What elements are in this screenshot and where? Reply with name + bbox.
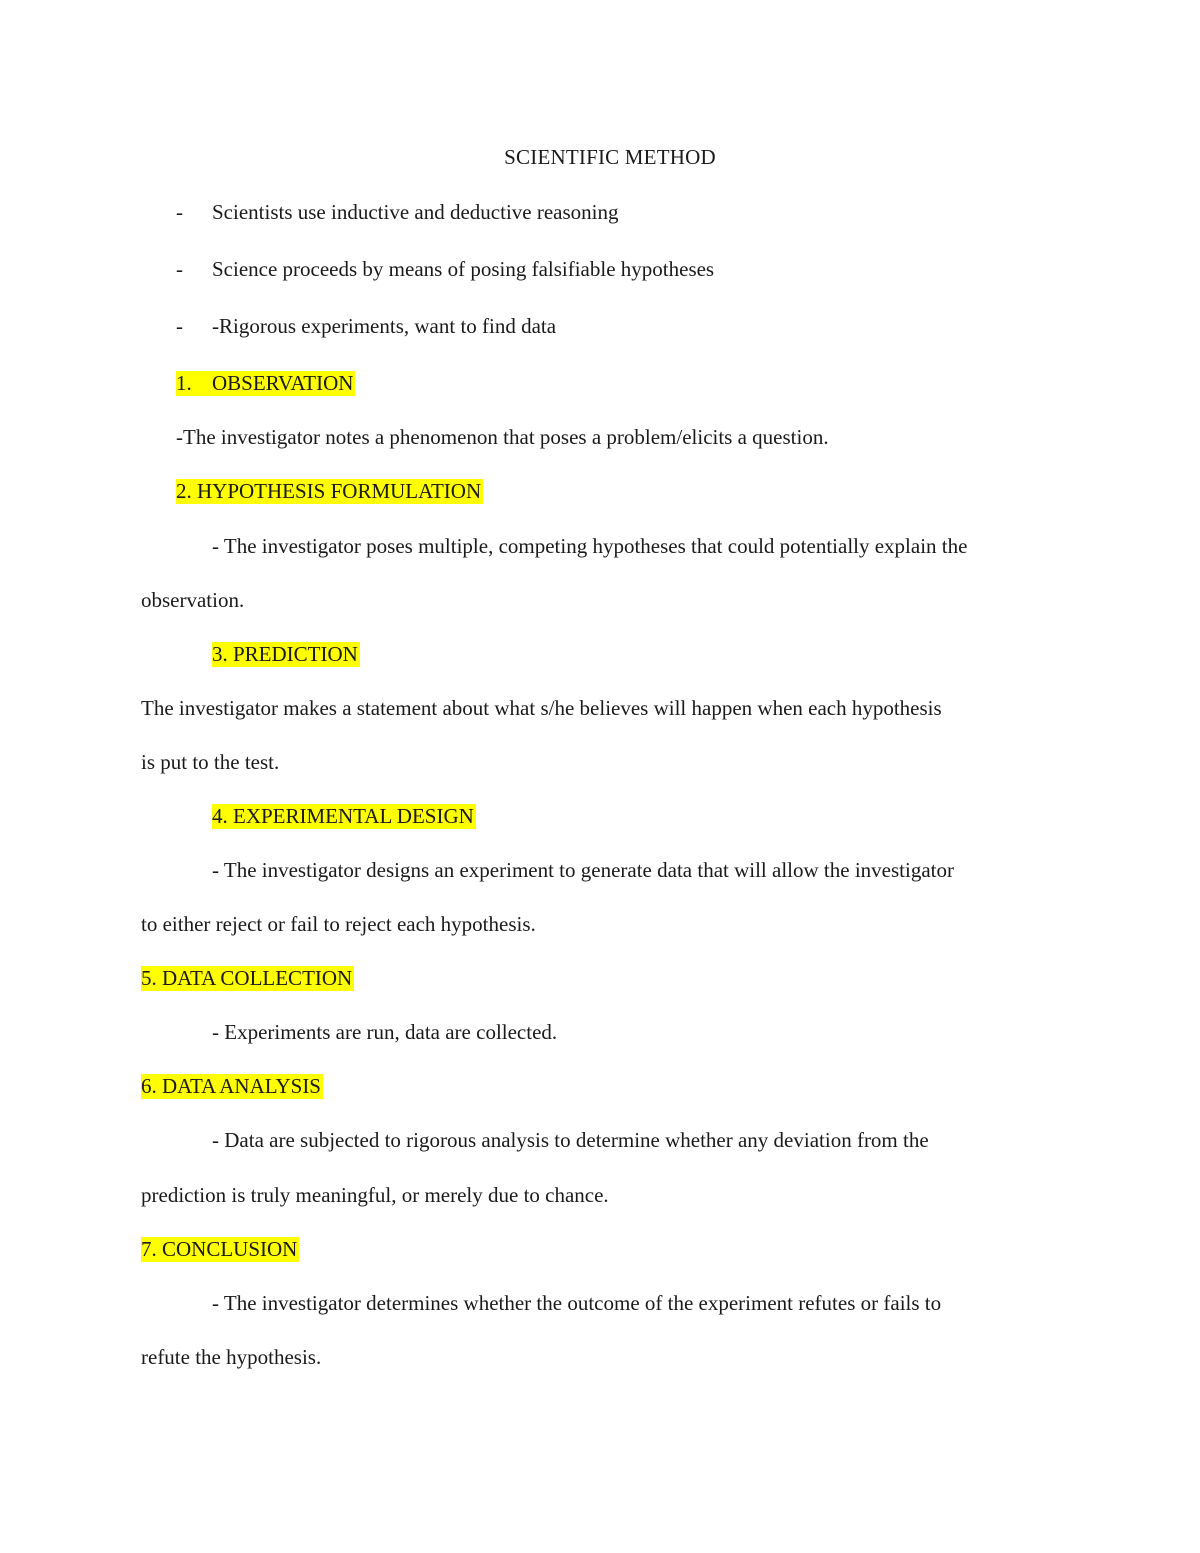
bullet-marker: - [176, 314, 183, 338]
step-description: observation. [141, 588, 245, 612]
step-heading-text: 2. HYPOTHESIS FORMULATION [176, 479, 482, 503]
step-heading-data-collection [141, 965, 354, 991]
step-description: - The investigator determines whether the outcome of the experiment refutes or fails to [212, 1291, 942, 1315]
step-heading-text: 4. EXPERIMENTAL DESIGN [212, 804, 474, 828]
step-heading-text: 3. PREDICTION [212, 642, 358, 666]
step-description: -The investigator notes a phenomenon that poses a problem/elicits a question. [176, 425, 829, 449]
step-heading-text: 5. DATA COLLECTION [141, 966, 353, 990]
step-heading-data-analysis [141, 1073, 323, 1099]
bullet-text: -Rigorous experiments, want to find data [212, 314, 557, 338]
step-description: - The investigator poses multiple, competing hypotheses that could potentially explain the [212, 534, 968, 558]
step-heading-text: OBSERVATION [212, 371, 354, 395]
step-heading-hypothesis [176, 478, 483, 504]
bullet-marker: - [176, 257, 183, 281]
step-heading-experimental-design [212, 803, 476, 829]
step-description: - Data are subjected to rigorous analysis to determine whether any deviation from the [212, 1128, 929, 1152]
step-description: to either reject or fail to reject each hypothesis. [141, 912, 536, 936]
step-description: refute the hypothesis. [141, 1345, 322, 1369]
step-heading-text: 7. CONCLUSION [141, 1237, 298, 1261]
step-description: is put to the test. [141, 750, 280, 774]
step-description: - Experiments are run, data are collected. [212, 1020, 558, 1044]
step-heading-conclusion [141, 1236, 299, 1262]
step-description: prediction is truly meaningful, or merely due to chance. [141, 1183, 609, 1207]
bullet-text: Science proceeds by means of posing falsifiable hypotheses [212, 257, 715, 281]
page-title: SCIENTIFIC METHOD [504, 145, 716, 169]
bullet-text: Scientists use inductive and deductive reasoning [212, 200, 619, 224]
step-description: - The investigator designs an experiment to generate data that will allow the investigator [212, 858, 954, 882]
step-heading-prediction [212, 641, 360, 667]
step-heading-observation [176, 370, 355, 396]
step-number: 1. [176, 371, 192, 395]
step-heading-text: 6. DATA ANALYSIS [141, 1074, 321, 1098]
bullet-marker: - [176, 200, 183, 224]
step-description: The investigator makes a statement about what s/he believes will happen when each hypothesis [141, 696, 942, 720]
